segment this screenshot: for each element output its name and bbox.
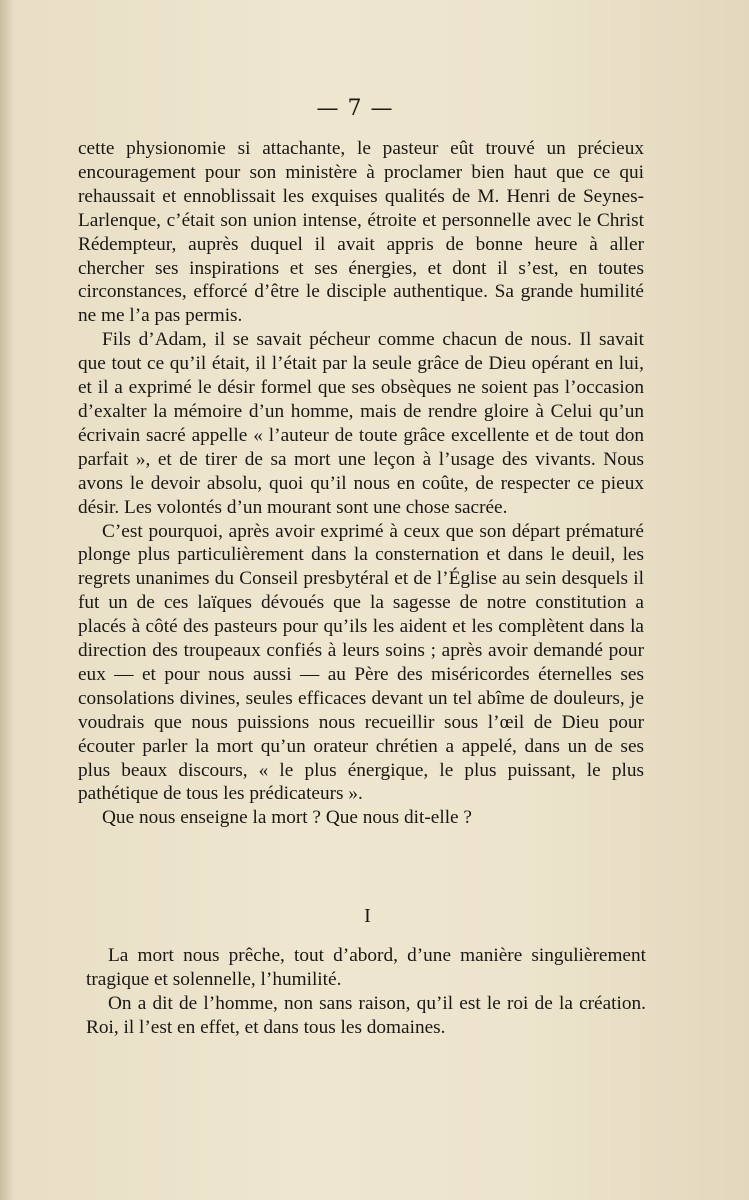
paragraph-continuation: cette physionomie si attachante, le pasteur eût trouvé un précieux encouragement pour son ministère à proclamer bien haut que ce qui rehaussait et ennoblissait les exquises qualités de M. Henri de Seynes-Larlenque, c’était son union intense, étroite et personnelle avec le Christ Rédempteur, auprès duquel il avait appris de bonne heure à aller chercher ses inspirations et ses énergies, et dont il s’est, en toutes circonstances, efforcé d’être le disciple authentique. Sa grande humilité ne me l’a pas permis. [78, 138, 644, 327]
body-text [78, 137, 644, 830]
paragraph-question: Que nous enseigne la mort ? Que nous dit-elle ? [102, 807, 472, 829]
section-body-text [86, 944, 646, 1040]
paragraph-humilite: La mort nous prêche, tout d’abord, d’une manière singulièrement tragique et solennelle, l’humilité. [86, 945, 646, 990]
page-number: — 7 — [316, 96, 394, 121]
page-gutter-shadow [0, 0, 14, 1200]
paragraph-roi-creation: On a dit de l’homme, non sans raison, qu’il est le roi de la création. Roi, il l’est en effet, et dans tous les domaines. [86, 992, 646, 1038]
paragraph-fils-dadam: Fils d’Adam, il se savait pécheur comme chacun de nous. Il savait que tout ce qu’il était, il l’était par la seule grâce de Dieu opérant en lui, et il a exprimé le désir formel que ses obsèques ne soient pas l’occasion d’exalter la mémoire d’un homme, mais de rendre gloire à Celui qu’un écrivain sacré appelle « l’auteur de toute grâce excellente et de tout don parfait », et de tirer de sa mort une leçon à l’usage des vivants. Nous avons le devoir absolu, quoi qu’il nous en coûte, de respecter ce pieux désir. Les volontés d’un mourant sont une chose sacrée. [78, 329, 644, 518]
paragraph-cest-pourquoi: C’est pourquoi, après avoir exprimé à ceux que son départ prématuré plonge plus particulièrement dans la consternation et dans le deuil, les regrets unanimes du Conseil presbytéral et de l’Église au sein desquels il fut un de ces laïques dévoués que la sagesse de notre constitution a placés à côté des pasteurs pour qu’ils les aident et les complètent dans la direction des troupeaux confiés à leurs soins ; après avoir demandé pour eux — et pour nous aussi — au Père des miséricordes éternelles ses consolations divines, seules efficaces devant un tel abîme de douleurs, je voudrais que nous puissions nous recueillir sous l’œil de Dieu pour écouter parler la mort qu’un orateur chrétien a appelé, dans un de ses plus beaux discours, « le plus énergique, le plus puissant, le plus pathétique de tous les prédicateurs ». [78, 520, 644, 805]
section-heading: I [364, 905, 371, 927]
